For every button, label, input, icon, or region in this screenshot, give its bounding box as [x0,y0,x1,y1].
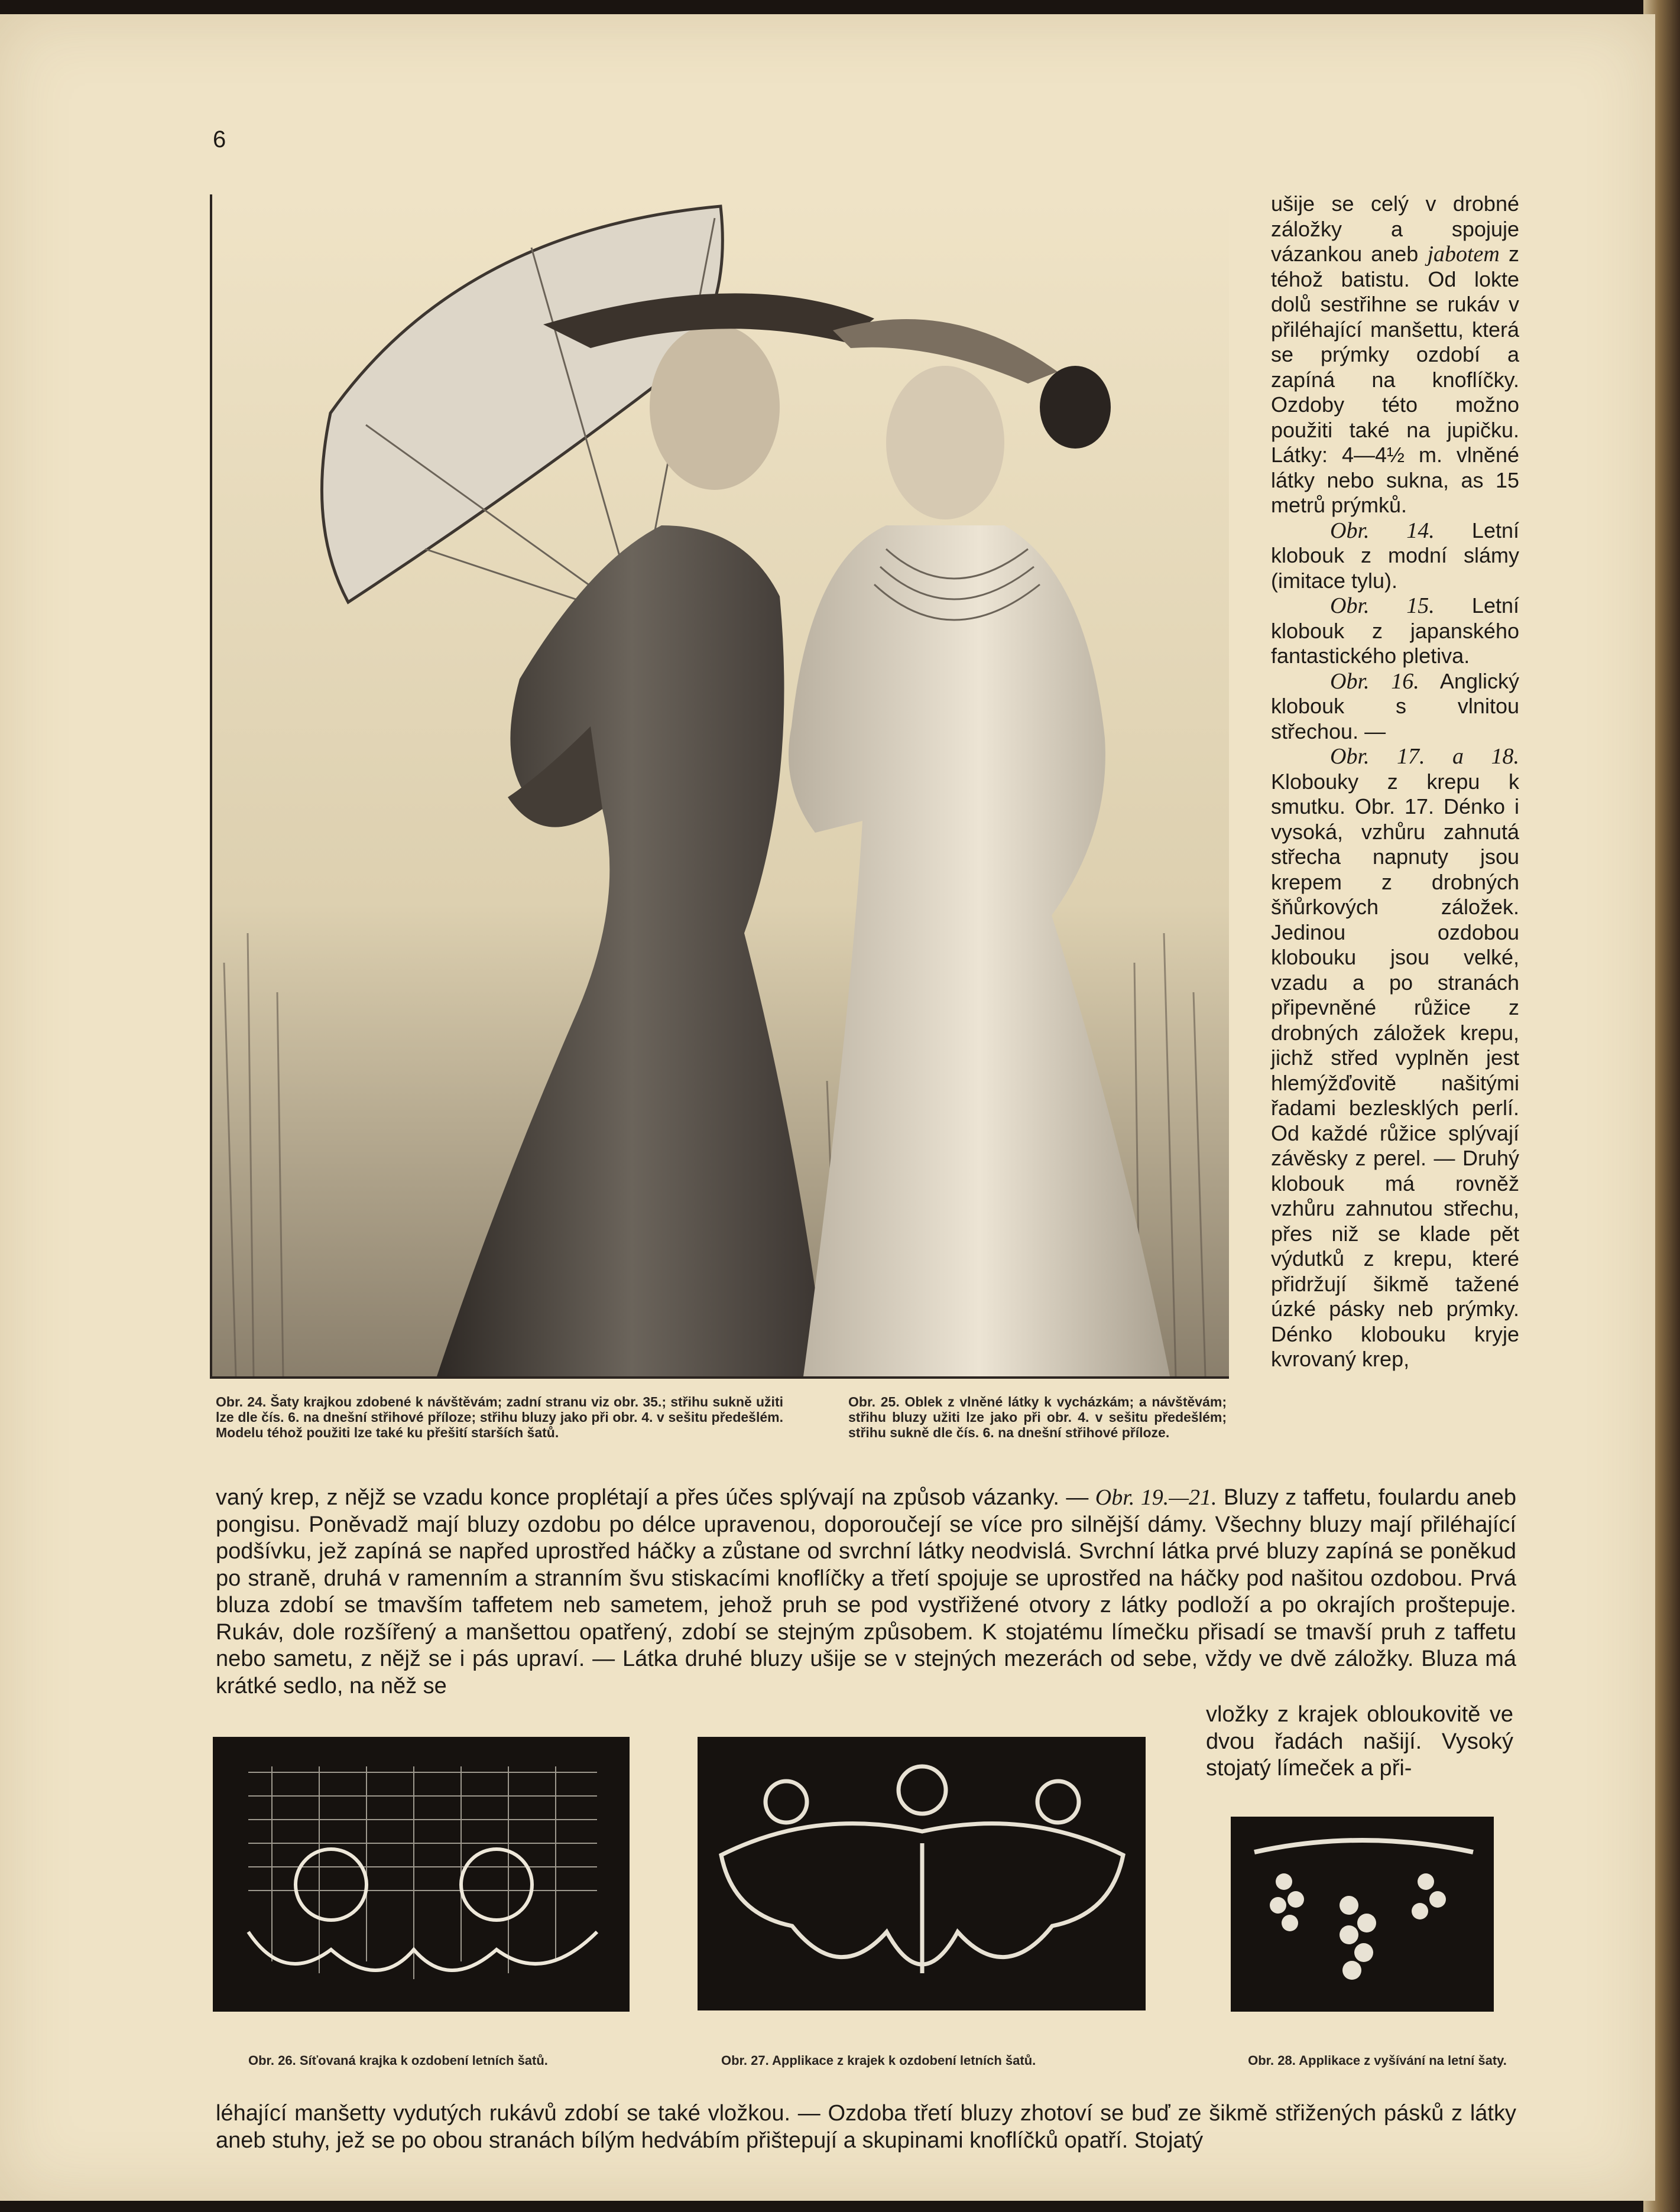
obr15-ref: Obr. 15. [1330,593,1435,618]
illustration-frame [210,194,1229,1379]
caption-obr-28: Obr. 28. Applikace z vyšívání na letní šaty. [1248,2053,1507,2068]
obr19-ref: Obr. 19.—21. [1095,1485,1217,1510]
obr14-ref: Obr. 14. [1330,518,1435,543]
body-paragraph [216,1485,1516,1700]
obr14-paragraph [1271,518,1519,594]
lace-plate-27 [698,1737,1146,2010]
page-number: 6 [213,126,226,152]
right-column-text [1271,191,1519,1372]
body-text-a: vaný krep, z nějž se vzadu konce proplétají a přes účes splývají na způsob vázanky. — [216,1485,1095,1510]
intro-italic-jabot: jabotem [1427,242,1500,267]
obr17-paragraph [1271,744,1519,1372]
intro-text-a: ušije se celý v drobné záložky a spojuje vázankou aneb [1271,191,1519,266]
obr16-ref: Obr. 16. [1330,668,1419,694]
fashion-illustration [210,165,1227,1347]
net-lace-image [213,1737,630,2012]
body-text-wrap [1206,1701,1513,1782]
obr17-ref: Obr. 17. a 18. [1330,744,1519,769]
caption-obr-24: Obr. 24. Šaty krajkou zdobené k návštěvám; zadní stranu viz obr. 35.; střihu sukně užiti lze dle čís. 6. na dnešní střihové příloze; střihu bluzy jako při obr. 4. v sešitu předešlém. Modelu téhož použiti lze také ku přešití starších šatů. [216,1394,783,1440]
body-text-tail [216,2100,1516,2154]
tail-paragraph: léhající manšetty vydutých rukávů zdobí se také vložkou. — Ozdoba třetí bluzy zhotoví se buď ze šikmě střižených pásků z látky aneb stuhy, jež se po obou stranách bílým hedvábím přištepují a skupinami knoflíčků opatří. Stojatý [216,2101,1516,2153]
caption-obr-25: Obr. 25. Oblek z vlněné látky k vycházkám; a návštěvám; střihu bluzy užiti lze jako při obr. 4. v sešitu předešlém; střihu sukně dle čís. 6. na dnešní střihové příloze. [848,1394,1227,1440]
lace-plate-26 [213,1737,630,2012]
body-text-b: Bluzy z taffetu, foulardu aneb pongisu. Poněvadž mají bluzy ozdobu po délce upravenou, doporoučejí se více pro silnější dámy. Všechny bluzy mají přiléhající podšívku, jež zapíná se napřed uprostřed háčky a zůstane od svrchní látky neodvislá. Svrchní látka prvé bluzy zapíná se poněkud po straně, druhá v ramenním a stranním švu stiskacími knoflíčky a třetí spojuje se uprostřed na háčky pod našitou ozdobou. Prvá bluza zdobí se tmavším taffetem neb sametem, jehož pruh se pod vystřižené otvory z látky podloží a po okrajích proštepuje. Rukáv, dole rozšířený a manšettou opatřený, zdobí se stejným způsobem. K stojatému límečku přisadí se tmavší pruh z taffetu nebo sametu, z nějž se i pás upraví. — Látka druhé bluzy ušije se v stejných mezerách od sebe, vždy ve dvě záložky. Bluza má krátké sedlo, na něž se [216,1485,1516,1698]
caption-obr-27: Obr. 27. Applikace z krajek k ozdobení letních šatů. [721,2053,1036,2068]
obr15-paragraph [1271,593,1519,669]
obr15-text: Letní klobouk z japanského fantastického pletiva. [1271,593,1519,668]
magazine-page [0,14,1655,2201]
applique-lace-image [698,1737,1146,2010]
obr17-text: Klobouky z krepu k smutku. Obr. 17. Dénko i vysoká, vzhůru zahnutá střecha napnuty jsou krepem z drobných šňůrkových záložek. Jedinou ozdobou klobouku jsou velké, vzadu a po stranách připevněné růžice z drobných záložek krepu, jichž střed vyplněn jest hlemýžďovitě našitými řadami bezlesklých perlí. Od každé růžice splývají závěsky z perel. — Druhý klobouk má rovněž vzhůru zahnutou střechu, přes niž se klade pět výdutků z krepu, které přidržují šikmě tažené úzké pásky neb prýmky. Dénko klobouku kryje kvrovaný krep, [1271,769,1519,1371]
body-text-main [216,1485,1516,1700]
lace-plate-28 [1231,1817,1494,2012]
right-intro-paragraph [1271,191,1519,518]
obr16-paragraph [1271,669,1519,745]
obr14-text: Letní klobouk z modní slámy (imitace tylu). [1271,518,1519,593]
grape-embroidery-image [1231,1817,1494,2012]
obr16-text: Anglický klobouk s vlnitou střechou. — [1271,668,1519,743]
caption-obr-26: Obr. 26. Síťovaná krajka k ozdobení letních šatů. [248,2053,548,2068]
wrap-paragraph: vložky z krajek obloukovitě ve dvou řadách našijí. Vysoký stojatý límeček a při- [1206,1702,1513,1781]
two-ladies-engraving [212,194,1229,1376]
intro-text-b: z téhož batistu. Od lokte dolů sestřihne se rukáv v přiléhající manšettu, která se prýmky ozdobí a zapíná na knoflíčky. Ozdoby této možno použiti také na jupičku. Látky: 4—4½ m. vlněné látky nebo sukna, as 15 metrů prýmků. [1271,242,1519,517]
